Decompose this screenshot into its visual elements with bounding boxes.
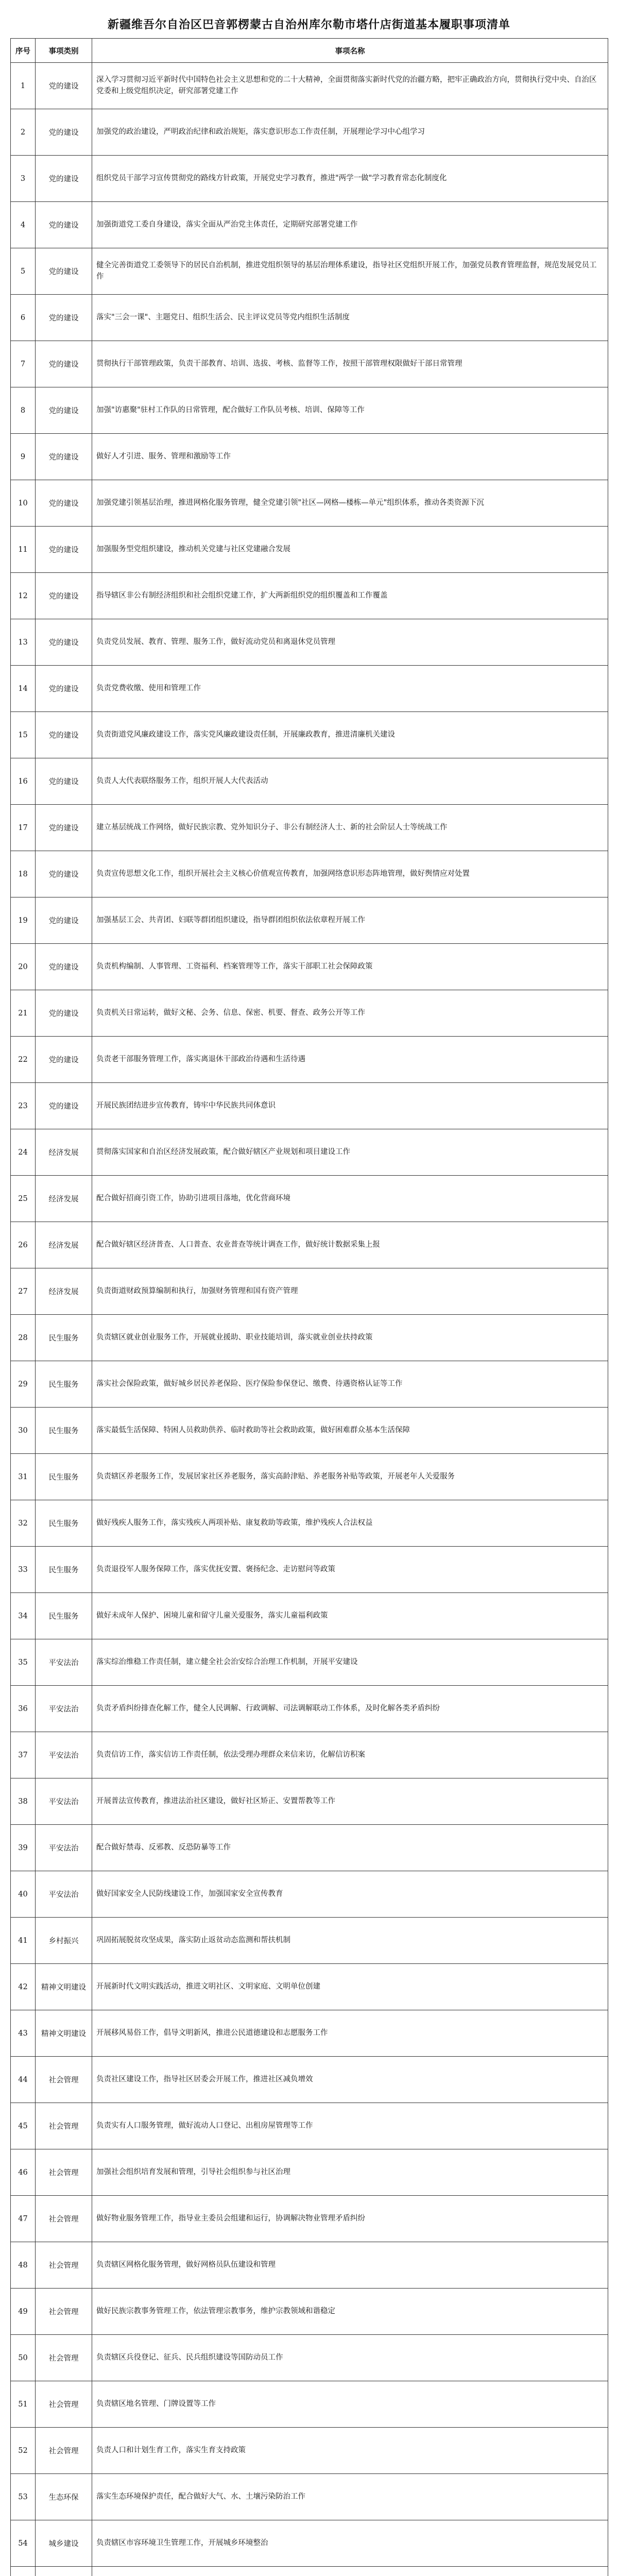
row-number: 10 [11,480,36,527]
table-row [11,1315,608,1361]
row-category: 平安法治 [36,1778,92,1825]
row-duty-name: 落实"三会一课"、主题党日、组织生活会、民主评议党员等党内组织生活制度 [92,295,608,341]
row-duty-name: 负责信访工作，落实信访工作责任制，依法受理办理群众来信来访，化解信访积案 [92,1732,608,1778]
row-category: 党的建设 [36,527,92,573]
row-number: 19 [11,897,36,944]
table-row [11,2196,608,2242]
row-category: 乡村振兴 [36,1918,92,1964]
row-duty-name: 健全完善街道党工委领导下的居民自治机制，推进党组织领导的基层治理体系建设，指导社区党组织开展工作，加强党员教育管理监督，规范发展党员工作 [92,248,608,295]
row-number: 9 [11,434,36,480]
row-duty-name: 开展新时代文明实践活动，推进文明社区、文明家庭、文明单位创建 [92,1964,608,2010]
row-duty-name: 负责宣传思想文化工作，组织开展社会主义核心价值观宣传教育，加强网络意识形态阵地管理，做好舆情应对处置 [92,851,608,897]
row-category: 经济发展 [36,1222,92,1268]
row-category: 党的建设 [36,434,92,480]
row-duty-name: 负责矛盾纠纷排查化解工作，健全人民调解、行政调解、司法调解联动工作体系，及时化解各类矛盾纠纷 [92,1686,608,1732]
row-number: 4 [11,202,36,248]
row-duty-name: 配合做好辖区经济普查、人口普查、农业普查等统计调查工作，做好统计数据采集上报 [92,1222,608,1268]
row-duty-name: 指导辖区非公有制经济组织和社会组织党建工作，扩大两新组织党的组织覆盖和工作覆盖 [92,573,608,619]
row-duty-name: 加强基层工会、共青团、妇联等群团组织建设，指导群团组织依法依章程开展工作 [92,897,608,944]
header-no: 序号 [11,39,36,63]
row-number: 47 [11,2196,36,2242]
table-row [11,1083,608,1129]
table-row [11,295,608,341]
row-category: 党的建设 [36,63,92,109]
row-duty-name: 组织党员干部学习宣传贯彻党的路线方针政策，开展党史学习教育，推进"两学一做"学习教育常态化制度化 [92,156,608,202]
row-duty-name: 开展移风易俗工作，倡导文明新风，推进公民道德建设和志愿服务工作 [92,2010,608,2057]
row-number: 43 [11,2010,36,2057]
row-category: 平安法治 [36,1871,92,1918]
table-row [11,1964,608,2010]
table-row [11,1918,608,1964]
row-number: 5 [11,248,36,295]
table-row [11,897,608,944]
row-category: 精神文明建设 [36,1964,92,2010]
table-row [11,2428,608,2474]
table-row [11,156,608,202]
row-number: 32 [11,1500,36,1547]
row-duty-name: 负责老干部服务管理工作，落实离退休干部政治待遇和生活待遇 [92,1037,608,1083]
row-category: 民生服务 [36,1500,92,1547]
row-number: 40 [11,1871,36,1918]
row-category: 党的建设 [36,295,92,341]
table-row [11,1037,608,1083]
row-category: 党的建设 [36,387,92,434]
row-number: 51 [11,2381,36,2428]
table-row [11,1268,608,1315]
row-number: 34 [11,1593,36,1639]
row-category: 党的建设 [36,990,92,1037]
row-number: 6 [11,295,36,341]
duty-list-table [10,38,608,2576]
row-duty-name: 负责街道财政预算编制和执行，加强财务管理和国有资产管理 [92,1268,608,1315]
row-number: 3 [11,156,36,202]
row-number: 41 [11,1918,36,1964]
row-number: 35 [11,1639,36,1686]
row-category: 党的建设 [36,1037,92,1083]
row-number: 52 [11,2428,36,2474]
row-number: 37 [11,1732,36,1778]
row-category: 民生服务 [36,1547,92,1593]
table-row [11,1129,608,1176]
header-category: 事项类别 [36,39,92,63]
row-duty-name: 做好残疾人服务工作，落实残疾人两项补贴、康复救助等政策，维护残疾人合法权益 [92,1500,608,1547]
row-number: 33 [11,1547,36,1593]
row-duty-name: 开展民族团结进步宣传教育，铸牢中华民族共同体意识 [92,1083,608,1129]
row-category: 党的建设 [36,897,92,944]
table-row [11,1825,608,1871]
row-duty-name: 负责辖区市容环境卫生管理工作，开展城乡环境整治 [92,2520,608,2567]
table-row [11,202,608,248]
row-category: 平安法治 [36,1825,92,1871]
row-category [36,2567,92,2576]
table-row [11,1500,608,1547]
row-duty-name: 负责辖区地名管理、门牌设置等工作 [92,2381,608,2428]
row-duty-name: 负责党员发展、教育、管理、服务工作，做好流动党员和离退休党员管理 [92,619,608,666]
row-duty-name: 做好民族宗教事务管理工作，依法管理宗教事务，维护宗教领域和谐稳定 [92,2289,608,2335]
table-row [11,573,608,619]
table-row [11,1222,608,1268]
row-category: 民生服务 [36,1408,92,1454]
table-row [11,2381,608,2428]
table-row [11,1176,608,1222]
row-duty-name: 加强街道党工委自身建设，落实全面从严治党主体责任，定期研究部署党建工作 [92,202,608,248]
row-category: 党的建设 [36,341,92,387]
table-row [11,387,608,434]
row-category: 社会管理 [36,2103,92,2149]
table-row [11,2242,608,2289]
table-row [11,2474,608,2520]
row-number: 23 [11,1083,36,1129]
row-number: 22 [11,1037,36,1083]
row-duty-name: 加强党建引领基层治理，推进网格化服务管理，健全党建引领"社区—网格—楼栋—单元"组织体系，推动各类资源下沉 [92,480,608,527]
row-duty-name: 做好物业服务管理工作，指导业主委员会组建和运行，协调解决物业管理矛盾纠纷 [92,2196,608,2242]
row-category: 社会管理 [36,2057,92,2103]
table-row [11,1639,608,1686]
row-number: 38 [11,1778,36,1825]
row-category: 党的建设 [36,712,92,758]
row-number: 39 [11,1825,36,1871]
row-duty-name: 加强服务型党组织建设，推动机关党建与社区党建融合发展 [92,527,608,573]
row-number: 42 [11,1964,36,2010]
table-row [11,341,608,387]
row-number: 54 [11,2520,36,2567]
table-row [11,758,608,805]
row-duty-name: 负责人大代表联络服务工作，组织开展人大代表活动 [92,758,608,805]
row-category: 党的建设 [36,480,92,527]
row-category: 党的建设 [36,248,92,295]
table-row [11,990,608,1037]
row-category: 党的建设 [36,109,92,156]
row-number: 12 [11,573,36,619]
table-row [11,1732,608,1778]
row-category: 经济发展 [36,1129,92,1176]
row-category: 民生服务 [36,1315,92,1361]
row-category: 平安法治 [36,1686,92,1732]
row-number: 44 [11,2057,36,2103]
row-number: 25 [11,1176,36,1222]
table-row [11,1361,608,1408]
row-number: 13 [11,619,36,666]
row-number: 29 [11,1361,36,1408]
row-number: 21 [11,990,36,1037]
table-header-row [11,39,608,63]
table-row [11,851,608,897]
table-row [11,2149,608,2196]
row-category: 社会管理 [36,2428,92,2474]
row-number: 27 [11,1268,36,1315]
row-category: 党的建设 [36,202,92,248]
row-duty-name: 负责党费收缴、使用和管理工作 [92,666,608,712]
row-duty-name: 落实社会保险政策，做好城乡居民养老保险、医疗保险参保登记、缴费、待遇资格认证等工作 [92,1361,608,1408]
row-category: 社会管理 [36,2196,92,2242]
row-number: 31 [11,1454,36,1500]
row-duty-name: 加强党的政治建设，严明政治纪律和政治规矩，落实意识形态工作责任制，开展理论学习中心组学习 [92,109,608,156]
row-category: 党的建设 [36,851,92,897]
row-duty-name: 负责机构编制、人事管理、工资福利、档案管理等工作，落实干部职工社会保障政策 [92,944,608,990]
table-row [11,1686,608,1732]
table-row [11,248,608,295]
row-duty-name: 负责社区建设工作，指导社区居委会开展工作，推进社区减负增效 [92,2057,608,2103]
table-row [11,2010,608,2057]
row-number: 15 [11,712,36,758]
row-category: 城乡建设 [36,2520,92,2567]
row-number: 11 [11,527,36,573]
table-row [11,109,608,156]
row-duty-name: 配合做好禁毒、反邪教、反恐防暴等工作 [92,1825,608,1871]
row-number: 14 [11,666,36,712]
row-category: 精神文明建设 [36,2010,92,2057]
table-row [11,2520,608,2567]
row-duty-name: 负责街道党风廉政建设工作，落实党风廉政建设责任制，开展廉政教育，推进清廉机关建设 [92,712,608,758]
row-duty-name: 做好未成年人保护、困境儿童和留守儿童关爱服务，落实儿童福利政策 [92,1593,608,1639]
row-duty-name [92,2567,608,2576]
row-duty-name: 负责退役军人服务保障工作，落实优抚安置、褒扬纪念、走访慰问等政策 [92,1547,608,1593]
table-row [11,1593,608,1639]
table-row [11,2335,608,2381]
row-number: 20 [11,944,36,990]
table-row [11,434,608,480]
row-number: 49 [11,2289,36,2335]
document-title: 新疆维吾尔自治区巴音郭楞蒙古自治州库尔勒市塔什店街道基本履职事项清单 [107,18,510,31]
row-number: 1 [11,63,36,109]
row-category: 平安法治 [36,1732,92,1778]
row-category: 平安法治 [36,1639,92,1686]
row-number: 48 [11,2242,36,2289]
table-row [11,2057,608,2103]
row-duty-name: 做好人才引进、服务、管理和激励等工作 [92,434,608,480]
row-number: 30 [11,1408,36,1454]
table-row [11,1547,608,1593]
row-duty-name: 深入学习贯彻习近平新时代中国特色社会主义思想和党的二十大精神，全面贯彻落实新时代党的治疆方略，把牢正确政治方向，贯彻执行党中央、自治区党委和上级党组织决定，研究部署党建工作 [92,63,608,109]
row-category: 党的建设 [36,805,92,851]
row-category: 党的建设 [36,666,92,712]
table-row [11,1408,608,1454]
row-duty-name: 加强"访惠聚"驻村工作队的日常管理，配合做好工作队员考核、培训、保障等工作 [92,387,608,434]
row-category: 党的建设 [36,758,92,805]
row-number: 28 [11,1315,36,1361]
row-duty-name: 建立基层统战工作网络，做好民族宗教、党外知识分子、非公有制经济人士、新的社会阶层人士等统战工作 [92,805,608,851]
row-number [11,2567,36,2576]
row-duty-name: 做好国家安全人民防线建设工作，加强国家安全宣传教育 [92,1871,608,1918]
table-row [11,63,608,109]
row-category: 民生服务 [36,1454,92,1500]
row-category: 党的建设 [36,573,92,619]
row-category: 民生服务 [36,1361,92,1408]
row-category: 社会管理 [36,2335,92,2381]
row-duty-name: 贯彻执行干部管理政策，负责干部教育、培训、选拔、考核、监督等工作，按照干部管理权限做好干部日常管理 [92,341,608,387]
row-duty-name: 负责机关日常运转，做好文秘、会务、信息、保密、机要、督查、政务公开等工作 [92,990,608,1037]
row-category: 党的建设 [36,619,92,666]
row-category: 社会管理 [36,2242,92,2289]
row-category: 社会管理 [36,2149,92,2196]
row-category: 党的建设 [36,1083,92,1129]
row-number: 2 [11,109,36,156]
row-number: 24 [11,1129,36,1176]
row-number: 8 [11,387,36,434]
table-row [11,805,608,851]
table-row [11,2103,608,2149]
row-duty-name: 负责实有人口服务管理，做好流动人口登记、出租房屋管理等工作 [92,2103,608,2149]
row-duty-name: 负责辖区就业创业服务工作，开展就业援助、职业技能培训，落实就业创业扶持政策 [92,1315,608,1361]
row-duty-name: 负责辖区养老服务工作，发展居家社区养老服务，落实高龄津贴、养老服务补贴等政策，开展老年人关爱服务 [92,1454,608,1500]
row-number: 7 [11,341,36,387]
table-row [11,527,608,573]
row-category: 经济发展 [36,1176,92,1222]
table-row [11,480,608,527]
row-category: 生态环保 [36,2474,92,2520]
row-number: 46 [11,2149,36,2196]
row-category: 民生服务 [36,1593,92,1639]
row-duty-name: 落实综治维稳工作责任制，建立健全社会治安综合治理工作机制，开展平安建设 [92,1639,608,1686]
row-number: 45 [11,2103,36,2149]
row-category: 社会管理 [36,2289,92,2335]
row-duty-name: 落实最低生活保障、特困人员救助供养、临时救助等社会救助政策，做好困难群众基本生活保障 [92,1408,608,1454]
row-duty-name: 配合做好招商引资工作，协助引进项目落地，优化营商环境 [92,1176,608,1222]
row-category: 党的建设 [36,944,92,990]
row-duty-name: 巩固拓展脱贫攻坚成果，落实防止返贫动态监测和帮扶机制 [92,1918,608,1964]
row-number: 53 [11,2474,36,2520]
row-category: 党的建设 [36,156,92,202]
table-row [11,1778,608,1825]
row-category: 社会管理 [36,2381,92,2428]
row-number: 50 [11,2335,36,2381]
row-number: 16 [11,758,36,805]
row-category: 经济发展 [36,1268,92,1315]
table-row [11,2289,608,2335]
row-duty-name: 加强社会组织培育发展和管理，引导社会组织参与社区治理 [92,2149,608,2196]
table-body [11,63,608,2576]
table-row [11,2567,608,2576]
table-row [11,1871,608,1918]
table-row [11,712,608,758]
table-row [11,944,608,990]
row-duty-name: 负责人口和计划生育工作，落实生育支持政策 [92,2428,608,2474]
row-number: 26 [11,1222,36,1268]
table-row [11,619,608,666]
table-row [11,666,608,712]
header-name: 事项名称 [92,39,608,63]
row-number: 36 [11,1686,36,1732]
row-duty-name: 落实生态环境保护责任，配合做好大气、水、土壤污染防治工作 [92,2474,608,2520]
row-duty-name: 负责辖区网格化服务管理，做好网格员队伍建设和管理 [92,2242,608,2289]
row-duty-name: 开展普法宣传教育，推进法治社区建设，做好社区矫正、安置帮教等工作 [92,1778,608,1825]
row-number: 17 [11,805,36,851]
table-row [11,1454,608,1500]
row-duty-name: 负责辖区兵役登记、征兵、民兵组织建设等国防动员工作 [92,2335,608,2381]
row-number: 18 [11,851,36,897]
row-duty-name: 贯彻落实国家和自治区经济发展政策，配合做好辖区产业规划和项目建设工作 [92,1129,608,1176]
